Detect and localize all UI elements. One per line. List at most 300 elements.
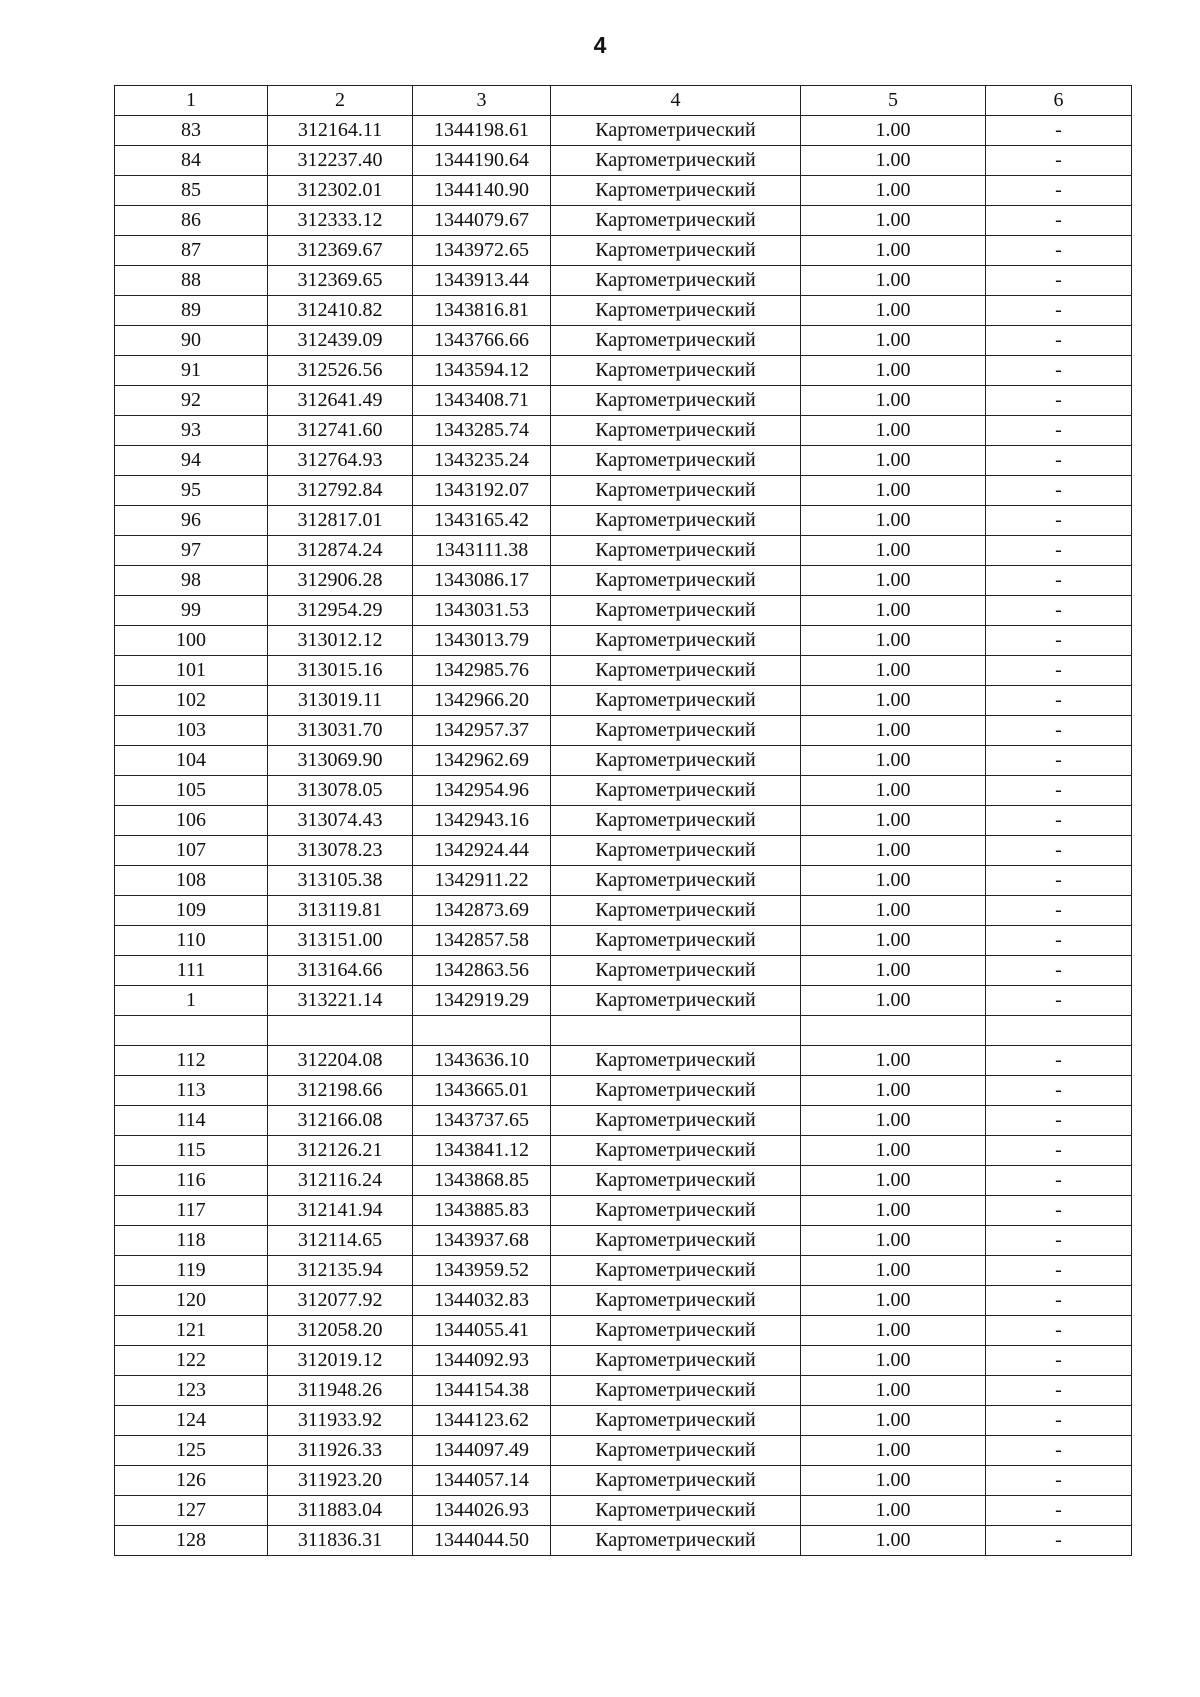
point-number-cell: 103 — [115, 716, 268, 746]
note-cell: - — [986, 1286, 1132, 1316]
accuracy-cell: 1.00 — [801, 1136, 986, 1166]
note-cell: - — [986, 1346, 1132, 1376]
x-coordinate-cell: 312126.21 — [268, 1136, 413, 1166]
method-cell: Картометрический — [551, 626, 801, 656]
x-coordinate-cell: 312116.24 — [268, 1166, 413, 1196]
accuracy-cell: 1.00 — [801, 1346, 986, 1376]
accuracy-cell: 1.00 — [801, 296, 986, 326]
note-cell: - — [986, 116, 1132, 146]
note-cell: - — [986, 716, 1132, 746]
accuracy-cell: 1.00 — [801, 1406, 986, 1436]
y-coordinate-cell: 1343816.81 — [413, 296, 551, 326]
method-cell: Картометрический — [551, 1256, 801, 1286]
accuracy-cell: 1.00 — [801, 596, 986, 626]
note-cell — [986, 1016, 1132, 1046]
x-coordinate-cell: 312439.09 — [268, 326, 413, 356]
table-row — [115, 926, 1132, 956]
page-number: 4 — [593, 32, 607, 58]
y-coordinate-cell: 1343636.10 — [413, 1046, 551, 1076]
point-number-cell: 94 — [115, 446, 268, 476]
x-coordinate-cell: 312058.20 — [268, 1316, 413, 1346]
point-number-cell: 105 — [115, 776, 268, 806]
table-row — [115, 956, 1132, 986]
table-row — [115, 1496, 1132, 1526]
table-row — [115, 896, 1132, 926]
note-cell: - — [986, 1466, 1132, 1496]
y-coordinate-cell: 1342954.96 — [413, 776, 551, 806]
point-number-cell: 121 — [115, 1316, 268, 1346]
point-number-cell: 98 — [115, 566, 268, 596]
note-cell: - — [986, 296, 1132, 326]
x-coordinate-cell: 312526.56 — [268, 356, 413, 386]
note-cell: - — [986, 1106, 1132, 1136]
note-cell: - — [986, 146, 1132, 176]
method-cell: Картометрический — [551, 1526, 801, 1556]
accuracy-cell: 1.00 — [801, 116, 986, 146]
y-coordinate-cell: 1343841.12 — [413, 1136, 551, 1166]
table-row — [115, 176, 1132, 206]
point-number-cell: 85 — [115, 176, 268, 206]
x-coordinate-cell: 313019.11 — [268, 686, 413, 716]
point-number-cell: 97 — [115, 536, 268, 566]
y-coordinate-cell: 1342924.44 — [413, 836, 551, 866]
point-number-cell: 91 — [115, 356, 268, 386]
point-number-cell: 96 — [115, 506, 268, 536]
y-coordinate-cell — [413, 1016, 551, 1046]
y-coordinate-cell: 1344032.83 — [413, 1286, 551, 1316]
method-cell: Картометрический — [551, 236, 801, 266]
x-coordinate-cell: 311923.20 — [268, 1466, 413, 1496]
accuracy-cell: 1.00 — [801, 1466, 986, 1496]
x-coordinate-cell: 312114.65 — [268, 1226, 413, 1256]
y-coordinate-cell: 1343192.07 — [413, 476, 551, 506]
table-row — [115, 146, 1132, 176]
x-coordinate-cell: 312764.93 — [268, 446, 413, 476]
x-coordinate-cell: 313074.43 — [268, 806, 413, 836]
column-header: 3 — [413, 86, 551, 116]
note-cell: - — [986, 1166, 1132, 1196]
point-number-cell: 104 — [115, 746, 268, 776]
x-coordinate-cell: 312741.60 — [268, 416, 413, 446]
table-row — [115, 686, 1132, 716]
x-coordinate-cell: 311926.33 — [268, 1436, 413, 1466]
x-coordinate-cell: 312641.49 — [268, 386, 413, 416]
table-row — [115, 746, 1132, 776]
method-cell: Картометрический — [551, 536, 801, 566]
note-cell: - — [986, 656, 1132, 686]
table-row — [115, 356, 1132, 386]
note-cell: - — [986, 626, 1132, 656]
point-number-cell: 86 — [115, 206, 268, 236]
table-row — [115, 626, 1132, 656]
accuracy-cell: 1.00 — [801, 476, 986, 506]
accuracy-cell: 1.00 — [801, 416, 986, 446]
table-row — [115, 1286, 1132, 1316]
table-row — [115, 1016, 1132, 1046]
point-number-cell: 123 — [115, 1376, 268, 1406]
x-coordinate-cell: 312954.29 — [268, 596, 413, 626]
x-coordinate-cell: 311948.26 — [268, 1376, 413, 1406]
table-row — [115, 296, 1132, 326]
accuracy-cell: 1.00 — [801, 386, 986, 416]
x-coordinate-cell: 312302.01 — [268, 176, 413, 206]
table-row — [115, 656, 1132, 686]
table-row — [115, 1076, 1132, 1106]
method-cell: Картометрический — [551, 146, 801, 176]
method-cell: Картометрический — [551, 1376, 801, 1406]
y-coordinate-cell: 1342962.69 — [413, 746, 551, 776]
accuracy-cell: 1.00 — [801, 1436, 986, 1466]
y-coordinate-cell: 1343031.53 — [413, 596, 551, 626]
table-row — [115, 266, 1132, 296]
point-number-cell: 120 — [115, 1286, 268, 1316]
y-coordinate-cell: 1344123.62 — [413, 1406, 551, 1436]
method-cell: Картометрический — [551, 1226, 801, 1256]
method-cell: Картометрический — [551, 1436, 801, 1466]
point-number-cell: 114 — [115, 1106, 268, 1136]
note-cell: - — [986, 236, 1132, 266]
y-coordinate-cell: 1343408.71 — [413, 386, 551, 416]
y-coordinate-cell: 1342985.76 — [413, 656, 551, 686]
table-row — [115, 506, 1132, 536]
point-number-cell: 84 — [115, 146, 268, 176]
y-coordinate-cell: 1344097.49 — [413, 1436, 551, 1466]
x-coordinate-cell: 312141.94 — [268, 1196, 413, 1226]
y-coordinate-cell: 1342857.58 — [413, 926, 551, 956]
table-row — [115, 206, 1132, 236]
x-coordinate-cell: 312333.12 — [268, 206, 413, 236]
table-row — [115, 566, 1132, 596]
point-number-cell: 128 — [115, 1526, 268, 1556]
method-cell: Картометрический — [551, 1496, 801, 1526]
y-coordinate-cell: 1344140.90 — [413, 176, 551, 206]
accuracy-cell: 1.00 — [801, 836, 986, 866]
point-number-cell: 92 — [115, 386, 268, 416]
x-coordinate-cell: 312166.08 — [268, 1106, 413, 1136]
accuracy-cell: 1.00 — [801, 1076, 986, 1106]
point-number-cell: 112 — [115, 1046, 268, 1076]
point-number-cell: 115 — [115, 1136, 268, 1166]
accuracy-cell: 1.00 — [801, 956, 986, 986]
note-cell: - — [986, 596, 1132, 626]
method-cell: Картометрический — [551, 686, 801, 716]
note-cell: - — [986, 1496, 1132, 1526]
method-cell: Картометрический — [551, 1346, 801, 1376]
method-cell: Картометрический — [551, 1136, 801, 1166]
table-row — [115, 1466, 1132, 1496]
accuracy-cell: 1.00 — [801, 1226, 986, 1256]
point-number-cell: 118 — [115, 1226, 268, 1256]
accuracy-cell: 1.00 — [801, 626, 986, 656]
method-cell: Картометрический — [551, 506, 801, 536]
note-cell: - — [986, 1226, 1132, 1256]
accuracy-cell: 1.00 — [801, 326, 986, 356]
method-cell: Картометрический — [551, 446, 801, 476]
note-cell: - — [986, 326, 1132, 356]
note-cell: - — [986, 206, 1132, 236]
x-coordinate-cell: 313069.90 — [268, 746, 413, 776]
y-coordinate-cell: 1344154.38 — [413, 1376, 551, 1406]
method-cell: Картометрический — [551, 1316, 801, 1346]
point-number-cell: 126 — [115, 1466, 268, 1496]
table-row — [115, 116, 1132, 146]
note-cell: - — [986, 536, 1132, 566]
y-coordinate-cell: 1342943.16 — [413, 806, 551, 836]
y-coordinate-cell: 1343913.44 — [413, 266, 551, 296]
y-coordinate-cell: 1344092.93 — [413, 1346, 551, 1376]
point-number-cell: 108 — [115, 866, 268, 896]
note-cell: - — [986, 1256, 1132, 1286]
method-cell: Картометрический — [551, 656, 801, 686]
table-row — [115, 1256, 1132, 1286]
table-row — [115, 1166, 1132, 1196]
y-coordinate-cell: 1343086.17 — [413, 566, 551, 596]
y-coordinate-cell: 1342919.29 — [413, 986, 551, 1016]
table-row — [115, 416, 1132, 446]
accuracy-cell: 1.00 — [801, 506, 986, 536]
accuracy-cell: 1.00 — [801, 176, 986, 206]
method-cell: Картометрический — [551, 746, 801, 776]
method-cell: Картометрический — [551, 1046, 801, 1076]
x-coordinate-cell: 312410.82 — [268, 296, 413, 326]
point-number-cell: 89 — [115, 296, 268, 326]
note-cell: - — [986, 776, 1132, 806]
note-cell: - — [986, 266, 1132, 296]
y-coordinate-cell: 1343737.65 — [413, 1106, 551, 1136]
y-coordinate-cell: 1343111.38 — [413, 536, 551, 566]
y-coordinate-cell: 1343937.68 — [413, 1226, 551, 1256]
method-cell: Картометрический — [551, 1286, 801, 1316]
method-cell: Картометрический — [551, 986, 801, 1016]
accuracy-cell: 1.00 — [801, 1496, 986, 1526]
accuracy-cell: 1.00 — [801, 926, 986, 956]
coordinates-table — [114, 85, 1132, 1556]
table-row — [115, 1436, 1132, 1466]
accuracy-cell: 1.00 — [801, 656, 986, 686]
y-coordinate-cell: 1343013.79 — [413, 626, 551, 656]
table-row — [115, 836, 1132, 866]
accuracy-cell: 1.00 — [801, 536, 986, 566]
note-cell: - — [986, 956, 1132, 986]
table-row — [115, 476, 1132, 506]
point-number-cell: 90 — [115, 326, 268, 356]
accuracy-cell: 1.00 — [801, 716, 986, 746]
x-coordinate-cell: 312792.84 — [268, 476, 413, 506]
method-cell: Картометрический — [551, 956, 801, 986]
accuracy-cell: 1.00 — [801, 896, 986, 926]
y-coordinate-cell: 1343594.12 — [413, 356, 551, 386]
y-coordinate-cell: 1344198.61 — [413, 116, 551, 146]
table-row — [115, 596, 1132, 626]
note-cell: - — [986, 386, 1132, 416]
method-cell: Картометрический — [551, 1106, 801, 1136]
point-number-cell: 125 — [115, 1436, 268, 1466]
x-coordinate-cell: 313015.16 — [268, 656, 413, 686]
table-row — [115, 1526, 1132, 1556]
accuracy-cell: 1.00 — [801, 356, 986, 386]
point-number-cell: 83 — [115, 116, 268, 146]
method-cell: Картометрический — [551, 896, 801, 926]
table-body — [115, 116, 1132, 1556]
y-coordinate-cell: 1343235.24 — [413, 446, 551, 476]
method-cell: Картометрический — [551, 416, 801, 446]
x-coordinate-cell: 313105.38 — [268, 866, 413, 896]
x-coordinate-cell: 312906.28 — [268, 566, 413, 596]
x-coordinate-cell: 312077.92 — [268, 1286, 413, 1316]
x-coordinate-cell: 311883.04 — [268, 1496, 413, 1526]
point-number-cell: 124 — [115, 1406, 268, 1436]
accuracy-cell: 1.00 — [801, 776, 986, 806]
point-number-cell: 102 — [115, 686, 268, 716]
method-cell: Картометрический — [551, 926, 801, 956]
column-header: 5 — [801, 86, 986, 116]
note-cell: - — [986, 176, 1132, 206]
method-cell: Картометрический — [551, 836, 801, 866]
table-row — [115, 776, 1132, 806]
x-coordinate-cell: 311836.31 — [268, 1526, 413, 1556]
note-cell: - — [986, 1316, 1132, 1346]
table-row — [115, 236, 1132, 266]
note-cell: - — [986, 446, 1132, 476]
x-coordinate-cell: 311933.92 — [268, 1406, 413, 1436]
x-coordinate-cell: 312817.01 — [268, 506, 413, 536]
point-number-cell: 109 — [115, 896, 268, 926]
point-number-cell: 122 — [115, 1346, 268, 1376]
note-cell: - — [986, 1376, 1132, 1406]
point-number-cell: 113 — [115, 1076, 268, 1106]
accuracy-cell: 1.00 — [801, 1286, 986, 1316]
table-row — [115, 446, 1132, 476]
table-row — [115, 1316, 1132, 1346]
table-header — [115, 86, 1132, 116]
x-coordinate-cell: 312874.24 — [268, 536, 413, 566]
accuracy-cell: 1.00 — [801, 236, 986, 266]
table-row — [115, 1106, 1132, 1136]
method-cell: Картометрический — [551, 716, 801, 746]
method-cell: Картометрический — [551, 356, 801, 386]
table-row — [115, 1406, 1132, 1436]
column-header: 4 — [551, 86, 801, 116]
accuracy-cell: 1.00 — [801, 266, 986, 296]
y-coordinate-cell: 1343885.83 — [413, 1196, 551, 1226]
x-coordinate-cell: 312164.11 — [268, 116, 413, 146]
accuracy-cell: 1.00 — [801, 746, 986, 776]
accuracy-cell: 1.00 — [801, 806, 986, 836]
x-coordinate-cell: 312369.67 — [268, 236, 413, 266]
x-coordinate-cell: 312204.08 — [268, 1046, 413, 1076]
point-number-cell: 116 — [115, 1166, 268, 1196]
y-coordinate-cell: 1343665.01 — [413, 1076, 551, 1106]
table-row — [115, 986, 1132, 1016]
method-cell: Картометрический — [551, 266, 801, 296]
method-cell: Картометрический — [551, 176, 801, 206]
point-number-cell: 1 — [115, 986, 268, 1016]
method-cell: Картометрический — [551, 1406, 801, 1436]
table-row — [115, 866, 1132, 896]
x-coordinate-cell: 313151.00 — [268, 926, 413, 956]
point-number-cell: 99 — [115, 596, 268, 626]
point-number-cell: 101 — [115, 656, 268, 686]
table-row — [115, 536, 1132, 566]
method-cell: Картометрический — [551, 116, 801, 146]
point-number-cell: 111 — [115, 956, 268, 986]
x-coordinate-cell: 313031.70 — [268, 716, 413, 746]
accuracy-cell — [801, 1016, 986, 1046]
note-cell: - — [986, 1436, 1132, 1466]
point-number-cell: 117 — [115, 1196, 268, 1226]
method-cell: Картометрический — [551, 326, 801, 356]
column-header: 1 — [115, 86, 268, 116]
method-cell: Картометрический — [551, 1166, 801, 1196]
x-coordinate-cell: 312019.12 — [268, 1346, 413, 1376]
y-coordinate-cell: 1343285.74 — [413, 416, 551, 446]
point-number-cell: 110 — [115, 926, 268, 956]
table-row — [115, 716, 1132, 746]
method-cell: Картометрический — [551, 206, 801, 236]
point-number-cell: 93 — [115, 416, 268, 446]
accuracy-cell: 1.00 — [801, 1046, 986, 1076]
y-coordinate-cell: 1343868.85 — [413, 1166, 551, 1196]
method-cell: Картометрический — [551, 476, 801, 506]
note-cell: - — [986, 506, 1132, 536]
accuracy-cell: 1.00 — [801, 866, 986, 896]
accuracy-cell: 1.00 — [801, 1256, 986, 1286]
y-coordinate-cell: 1344044.50 — [413, 1526, 551, 1556]
y-coordinate-cell: 1342863.56 — [413, 956, 551, 986]
note-cell: - — [986, 1046, 1132, 1076]
point-number-cell: 95 — [115, 476, 268, 506]
method-cell: Картометрический — [551, 806, 801, 836]
note-cell: - — [986, 836, 1132, 866]
x-coordinate-cell: 313078.05 — [268, 776, 413, 806]
method-cell — [551, 1016, 801, 1046]
note-cell: - — [986, 806, 1132, 836]
note-cell: - — [986, 896, 1132, 926]
point-number-cell: 87 — [115, 236, 268, 266]
x-coordinate-cell: 312369.65 — [268, 266, 413, 296]
y-coordinate-cell: 1343766.66 — [413, 326, 551, 356]
y-coordinate-cell: 1342873.69 — [413, 896, 551, 926]
accuracy-cell: 1.00 — [801, 1526, 986, 1556]
note-cell: - — [986, 1526, 1132, 1556]
accuracy-cell: 1.00 — [801, 1166, 986, 1196]
y-coordinate-cell: 1344055.41 — [413, 1316, 551, 1346]
note-cell: - — [986, 866, 1132, 896]
y-coordinate-cell: 1344190.64 — [413, 146, 551, 176]
table-row — [115, 1226, 1132, 1256]
method-cell: Картометрический — [551, 866, 801, 896]
table-row — [115, 1196, 1132, 1226]
method-cell: Картометрический — [551, 1196, 801, 1226]
y-coordinate-cell: 1344079.67 — [413, 206, 551, 236]
y-coordinate-cell: 1344026.93 — [413, 1496, 551, 1526]
accuracy-cell: 1.00 — [801, 1106, 986, 1136]
table-row — [115, 386, 1132, 416]
x-coordinate-cell: 312237.40 — [268, 146, 413, 176]
y-coordinate-cell: 1343165.42 — [413, 506, 551, 536]
accuracy-cell: 1.00 — [801, 566, 986, 596]
method-cell: Картометрический — [551, 596, 801, 626]
method-cell: Картометрический — [551, 566, 801, 596]
x-coordinate-cell: 313164.66 — [268, 956, 413, 986]
accuracy-cell: 1.00 — [801, 1196, 986, 1226]
method-cell: Картометрический — [551, 776, 801, 806]
x-coordinate-cell: 313012.12 — [268, 626, 413, 656]
x-coordinate-cell: 313119.81 — [268, 896, 413, 926]
table-row — [115, 1046, 1132, 1076]
accuracy-cell: 1.00 — [801, 1316, 986, 1346]
note-cell: - — [986, 566, 1132, 596]
